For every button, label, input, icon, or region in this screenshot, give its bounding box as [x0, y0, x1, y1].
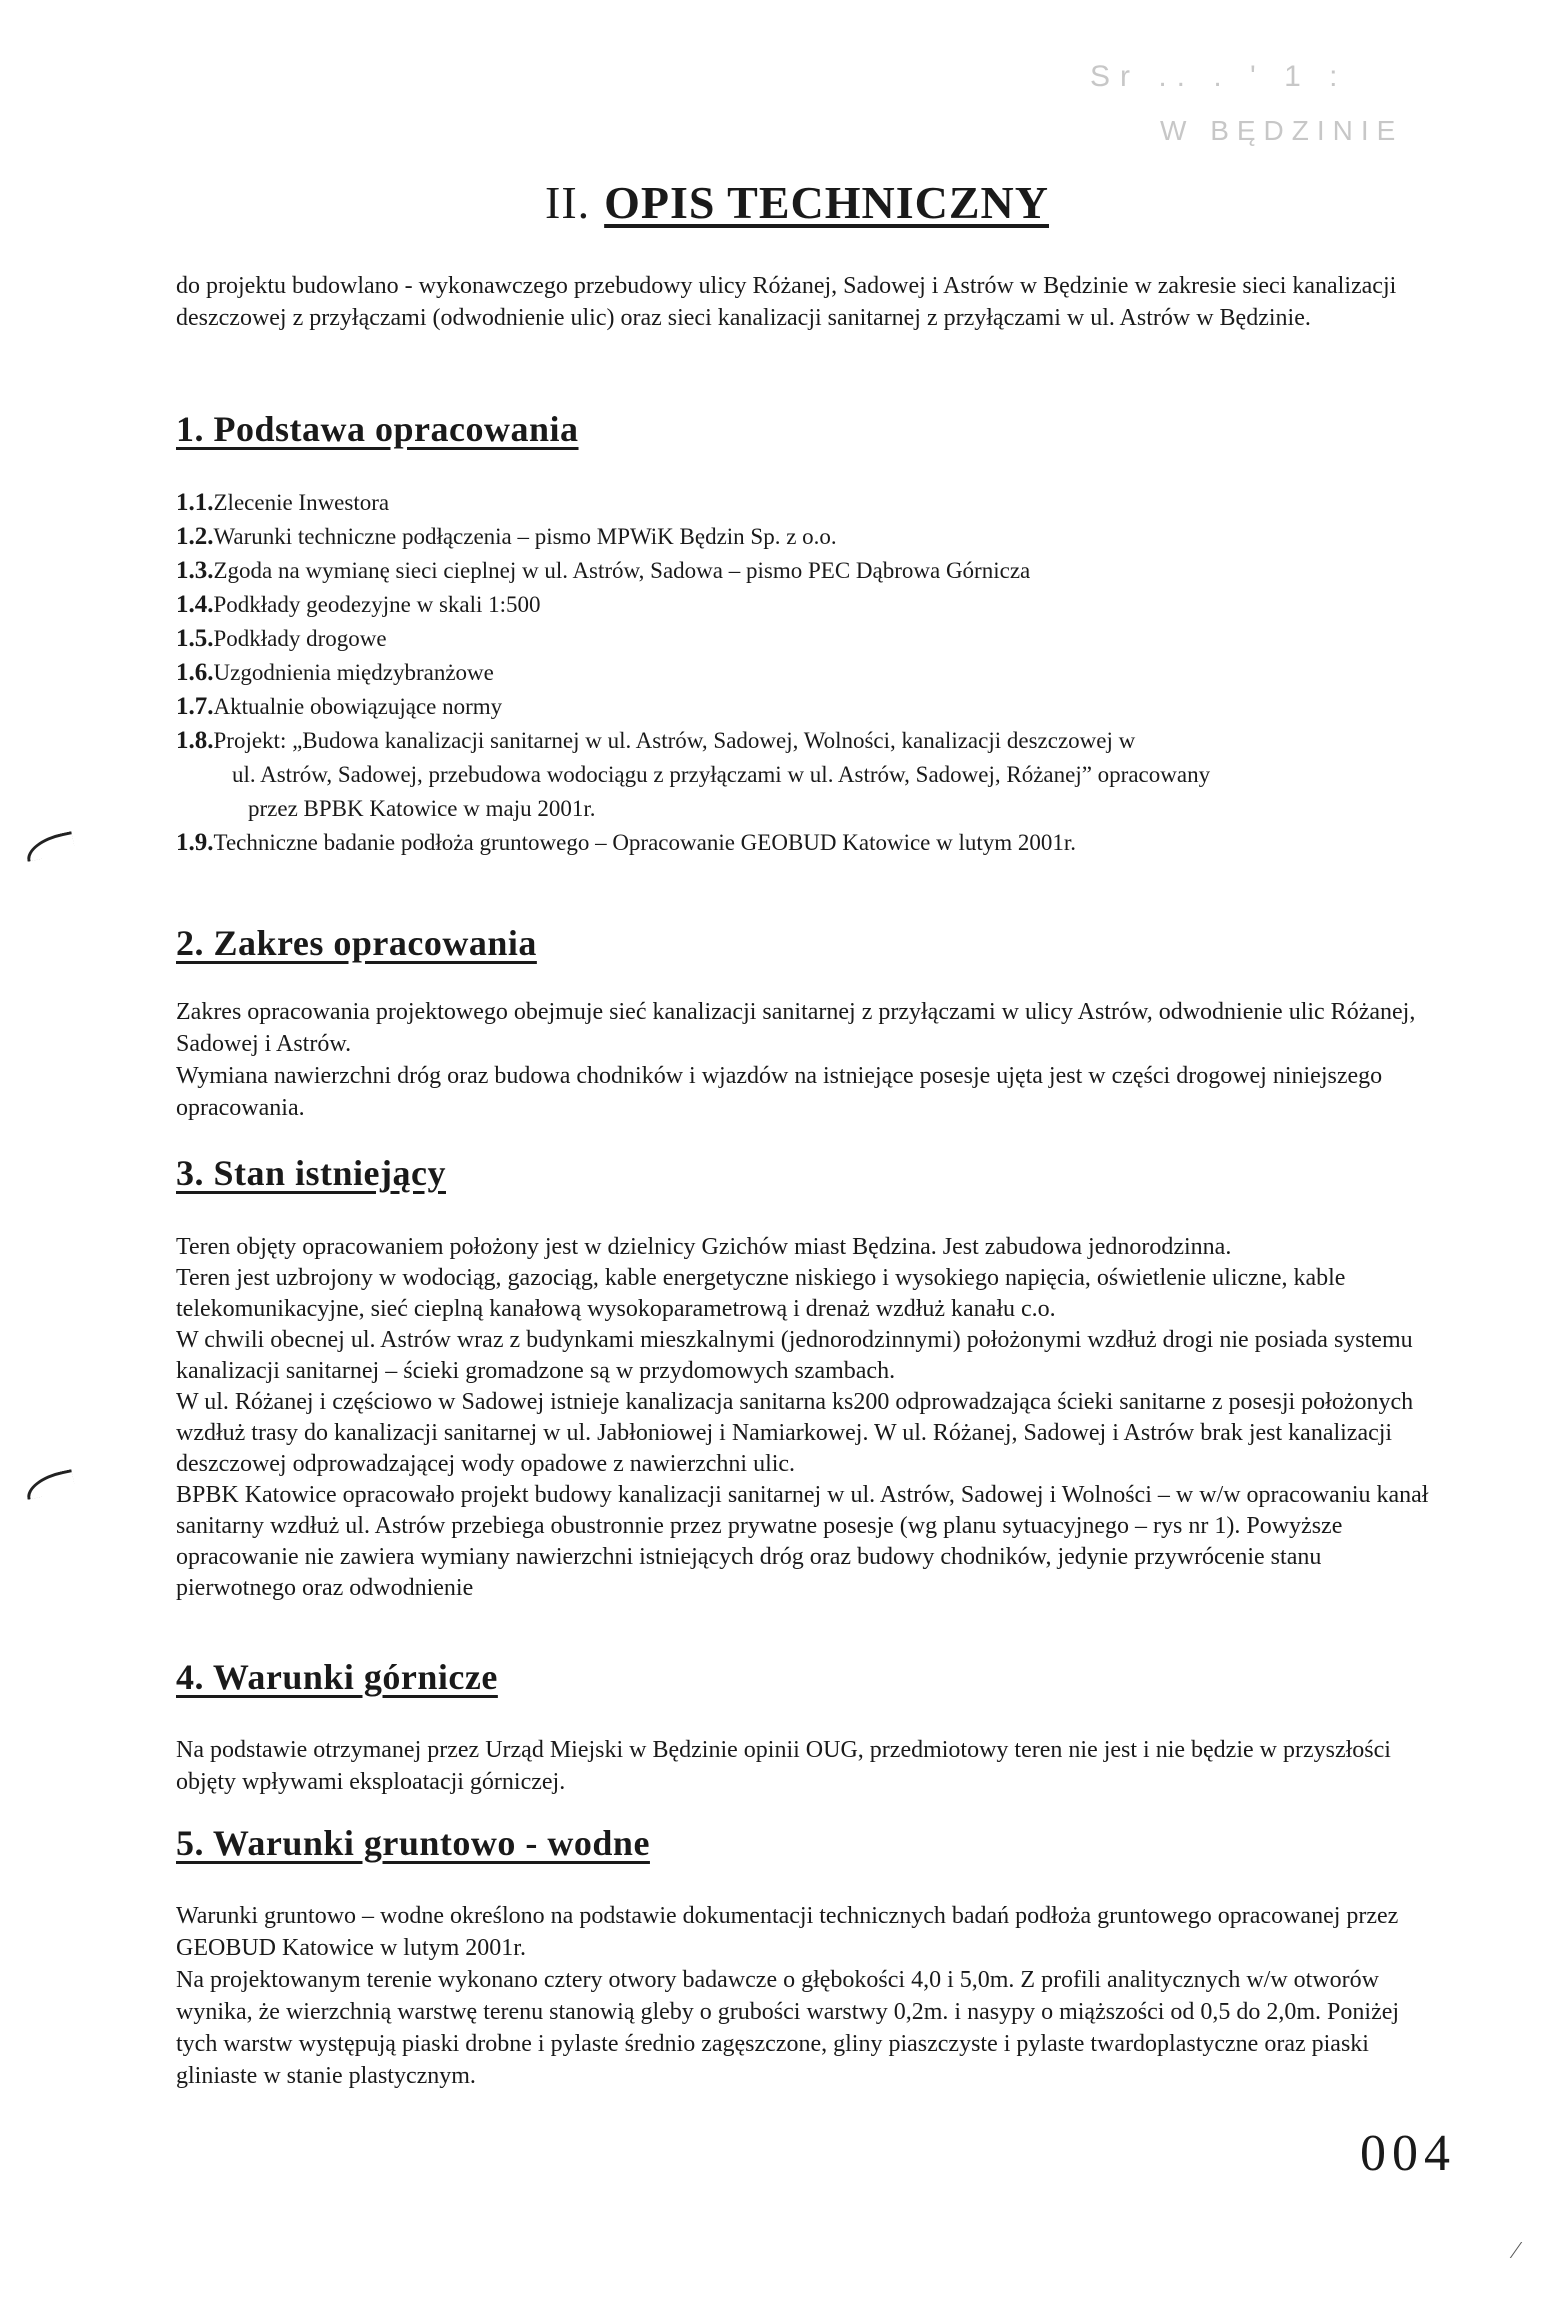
item-number: 1.6. [176, 659, 214, 686]
list-item-continuation [176, 792, 1446, 826]
section-1-heading: 1. Podstawa opracowania [176, 409, 579, 449]
section-2-heading: 2. Zakres opracowania [176, 923, 537, 963]
item-number: 1.1. [176, 489, 214, 516]
item-number: 1.3. [176, 557, 214, 584]
stamp-line-2: W BĘDZINIE [1160, 115, 1404, 146]
paragraph: BPBK Katowice opracowało projekt budowy kanalizacji sanitarnej w ul. Astrów, Sadowej i Wolności – w w/w opracowaniu kanał sanitarny wzdłuż ul. Astrów przebiega obustronnie przez prywatne posesje (wg planu sytuacyjnego – rys nr 1). Powyższe opracowanie nie zawiera wymiany nawierzchni istniejących dróg oraz budowy chodników, jedynie przywrócenie stanu pierwotnego oraz odwodnienie [176, 1482, 1429, 1601]
section-4-body [176, 1734, 1446, 1798]
item-text: Aktualnie obowiązujące normy [213, 694, 503, 719]
section-4-heading: 4. Warunki górnicze [176, 1657, 498, 1697]
section-5-heading: 5. Warunki gruntowo - wodne [176, 1823, 650, 1863]
item-text: Zgoda na wymianę sieci cieplnej w ul. Astrów, Sadowa – pismo PEC Dąbrowa Górnicza [213, 558, 1031, 583]
stamp-line-1: Sr .. . ' 1 : [1090, 60, 1348, 93]
paragraph: Teren jest uzbrojony w wodociąg, gazociąg, kable energetyczne niskiego i wysokiego napięcia, oświetlenie uliczne, kable telekomunikacyjne, sieć cieplną kanałową wysokoparametrową i drenaż wzdłuż kanału c.o. [176, 1265, 1346, 1322]
item-text: Zlecenie Inwestora [213, 490, 390, 515]
item-text: przez BPBK Katowice w maju 2001r. [248, 796, 596, 821]
list-item [176, 622, 1446, 656]
item-number: 1.5. [176, 625, 214, 652]
list-item [176, 588, 1446, 622]
paragraph: Zakres opracowania projektowego obejmuje sieć kanalizacji sanitarnej z przyłączami w ulicy Astrów, odwodnienie ulic Różanej, Sadowej i Astrów. [176, 999, 1416, 1057]
item-text: Uzgodnienia międzybranżowe [213, 660, 494, 685]
paragraph: Warunki gruntowo – wodne określono na podstawie dokumentacji technicznych badań podłoża gruntowego opracowanej przez GEOBUD Katowice w lutym 2001r. [176, 1903, 1399, 1961]
intro-paragraph: do projektu budowlano - wykonawczego przebudowy ulicy Różanej, Sadowej i Astrów w Będzinie w zakresie sieci kanalizacji deszczowej z przyłączami (odwodnienie ulic) oraz sieci kanalizacji sanitarnej z przyłączami w ul. Astrów w Będzinie. [176, 273, 1397, 331]
list-item [176, 486, 1446, 520]
section-2-body [176, 996, 1446, 1124]
list-item [176, 554, 1446, 588]
section-5-body [176, 1900, 1446, 2092]
item-text: Techniczne badanie podłoża gruntowego – Opracowanie GEOBUD Katowice w lutym 2001r. [213, 830, 1077, 855]
item-text: Podkłady drogowe [213, 626, 387, 651]
paragraph: Na projektowanym terenie wykonano cztery otwory badawcze o głębokości 4,0 i 5,0m. Z profili analitycznych w/w otworów wynika, że wierzchnią warstwę terenu stanowią gleby o grubości warstwy 0,2m. i nasypy o miąższości od 0,5 do 2,0m. Poniżej tych warstw występują piaski drobne i pylaste średnio zagęszczone, gliny piaszczyste i pylaste twardoplastyczne oraz piaski gliniaste w stanie plastycznym. [176, 1967, 1400, 2089]
item-number: 1.7. [176, 693, 214, 720]
section-3-heading: 3. Stan istniejący [176, 1153, 446, 1193]
item-text: Podkłady geodezyjne w skali 1:500 [213, 592, 541, 617]
paragraph: Teren objęty opracowaniem położony jest w dzielnicy Gzichów miast Będzina. Jest zabudowa jednorodzinna. [176, 1234, 1232, 1260]
section-3-body [176, 1232, 1446, 1604]
paragraph: Na podstawie otrzymanej przez Urząd Miejski w Będzinie opinii OUG, przedmiotowy teren nie jest i nie będzie w przyszłości objęty wpływami eksploatacji górniczej. [176, 1737, 1391, 1795]
list-item [176, 520, 1446, 554]
binder-hole-mark [23, 1469, 75, 1500]
title-text: OPIS TECHNICZNY [604, 177, 1049, 228]
item-text: Warunki techniczne podłączenia – pismo MPWiK Będzin Sp. z o.o. [213, 524, 837, 549]
section-1-list [176, 486, 1446, 860]
page-number: 004 [1360, 2125, 1456, 2182]
office-stamp [1080, 60, 1440, 170]
item-number: 1.8. [176, 727, 214, 754]
list-item [176, 656, 1446, 690]
document-title [545, 176, 1049, 229]
list-item-continuation [176, 758, 1446, 792]
title-number: II. [545, 177, 591, 228]
binder-hole-mark [23, 831, 75, 862]
paragraph: Wymiana nawierzchni dróg oraz budowa chodników i wjazdów na istniejące posesje ujęta jest w części drogowej niniejszego opracowania. [176, 1063, 1383, 1121]
list-item [176, 826, 1446, 860]
item-number: 1.9. [176, 829, 214, 856]
paragraph: W chwili obecnej ul. Astrów wraz z budynkami mieszkalnymi (jednorodzinnymi) położonymi wzdłuż drogi nie posiada systemu kanalizacji sanitarnej – ścieki gromadzone są w przydomowych szambach. [176, 1327, 1413, 1384]
corner-pen-mark: ⁄ [1514, 2238, 1519, 2264]
list-item [176, 724, 1446, 758]
item-text: Projekt: „Budowa kanalizacji sanitarnej w ul. Astrów, Sadowej, Wolności, kanalizacji deszczowej w [213, 728, 1136, 753]
item-number: 1.2. [176, 523, 214, 550]
item-number: 1.4. [176, 591, 214, 618]
item-text: ul. Astrów, Sadowej, przebudowa wodociągu z przyłączami w ul. Astrów, Sadowej, Różanej” opracowany [232, 762, 1211, 787]
paragraph: W ul. Różanej i częściowo w Sadowej istnieje kanalizacja sanitarna ks200 odprowadzająca ścieki sanitarne z posesji położonych wzdłuż trasy do kanalizacji sanitarnej w ul. Jabłoniowej i Namiarkowej. W ul. Różanej, Sadowej i Astrów brak jest kanalizacji deszczowej odprowadzającej wody opadowe z nawierzchni ulic. [176, 1389, 1414, 1477]
list-item [176, 690, 1446, 724]
